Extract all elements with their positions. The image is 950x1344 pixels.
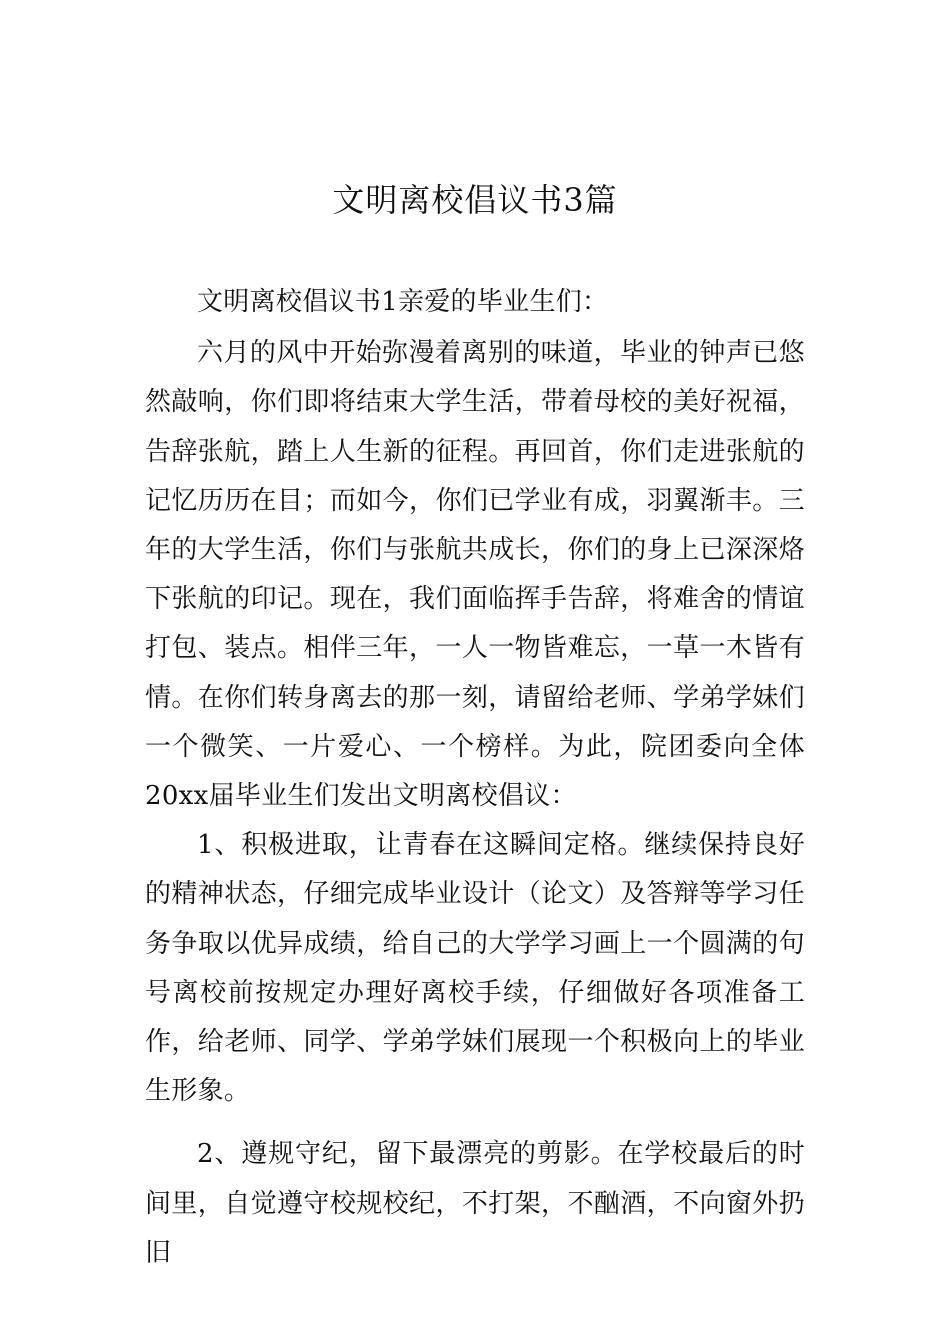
proposal-item-1: 1、积极进取，让青春在这瞬间定格。继续保持良好的精神状态，仔细完成毕业设计（论文）及答辩等学习任务争取以优异成绩，给自己的大学学习画上一个圆满的句号离校前按规定办理好离校手续，仔细做好各项准备工作，给老师、同学、学弟学妹们展现一个积极向上的毕业生形象。 <box>145 830 805 1107</box>
proposal-item-2: 2、遵规守纪，留下最漂亮的剪影。在学校最后的时间里，自觉遵守校规校纪，不打架，不酗酒，不向窗外扔旧 <box>145 1139 805 1268</box>
document-title: 文明离校倡议书3篇 <box>332 181 618 219</box>
document-body <box>145 278 805 1278</box>
salutation-paragraph: 文明离校倡议书1亲爱的毕业生们： <box>197 287 609 317</box>
opening-paragraph: 六月的风中开始弥漫着离别的味道，毕业的钟声已悠然敲响，你们即将结束大学生活，带着母校的美好祝福，告辞张航，踏上人生新的征程。再回首，你们走进张航的记忆历历在目；而如今，你们已学业有成，羽翼渐丰。三年的大学生活，你们与张航共成长，你们的身上已深深烙下张航的印记。现在，我们面临挥手告辞，将难舍的情谊打包、装点。相伴三年，一人一物皆难忘，一草一木皆有情。在你们转身离去的那一刻，请留给老师、学弟学妹们一个微笑、一片爱心、一个榜样。为此，院团委向全体20xx届毕业生们发出文明离校倡议： <box>145 338 805 812</box>
